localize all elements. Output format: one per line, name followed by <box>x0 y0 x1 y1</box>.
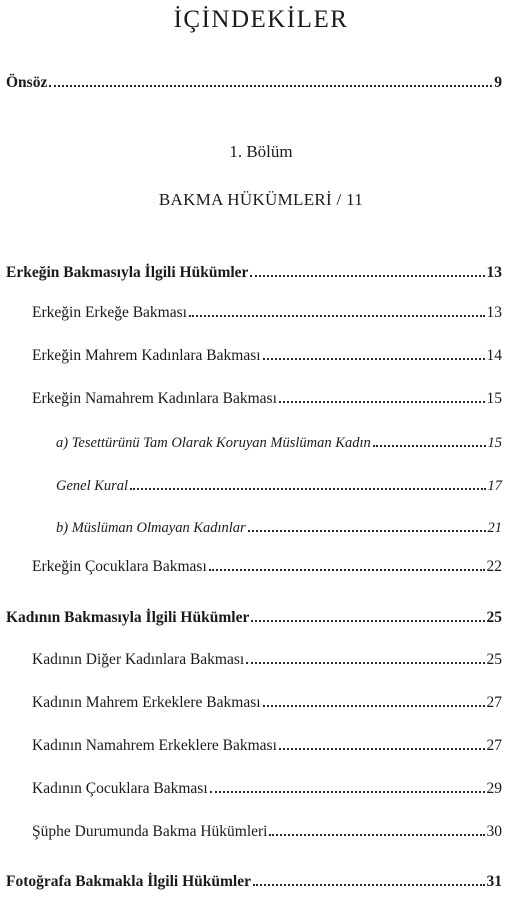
toc-entry-label: Erkeğin Bakmasıyla İlgili Hükümler <box>6 264 249 281</box>
dot-leader <box>373 445 486 447</box>
toc-entry-label: Erkeğin Çocuklara Bakması <box>32 558 207 575</box>
toc-entry-woman-to-mahrem-men[interactable] <box>0 688 522 712</box>
dot-leader <box>250 275 484 277</box>
toc-page-number: 21 <box>487 520 502 536</box>
toc-entry-man-to-man[interactable] <box>0 298 522 322</box>
section-number: 1. Bölüm <box>229 142 293 161</box>
dot-leader <box>49 85 492 87</box>
dot-leader <box>253 884 485 886</box>
toc-entry-label: Erkeğin Erkeğe Bakması <box>32 304 187 321</box>
toc-entry-men-looking[interactable] <box>0 258 522 282</box>
dot-leader <box>189 315 485 317</box>
toc-entry-label: Kadının Bakmasıyla İlgili Hükümler <box>6 609 250 626</box>
toc-entry-man-to-children[interactable] <box>0 552 522 576</box>
toc-entry-label: a) Tesettürünü Tam Olarak Koruyan Müslüman Kadın <box>56 435 371 451</box>
toc-entry-women-looking[interactable] <box>0 603 522 627</box>
toc-entry-label: Önsöz <box>6 74 48 91</box>
toc-entry-label: Şüphe Durumunda Bakma Hükümleri <box>32 823 268 840</box>
dot-leader <box>269 834 484 836</box>
dot-leader <box>130 488 485 490</box>
toc-entry-label: Kadının Namahrem Erkeklere Bakması <box>32 737 277 754</box>
toc-entry-photographs[interactable] <box>0 867 522 891</box>
toc-page-number: 25 <box>486 651 502 668</box>
dot-leader <box>251 620 484 622</box>
toc-page-number: 15 <box>487 435 502 451</box>
toc-page-number: 31 <box>486 873 502 890</box>
toc-page-number: 29 <box>486 780 502 797</box>
toc-page-number: 17 <box>487 478 502 494</box>
toc-entry-preface[interactable] <box>0 68 522 92</box>
toc-page-number: 30 <box>486 823 502 840</box>
toc-page-number: 25 <box>486 609 502 626</box>
toc-entry-doubt-cases[interactable] <box>0 817 522 841</box>
toc-entry-non-muslim-women[interactable] <box>0 513 522 537</box>
toc-entry-man-to-namahrem-women[interactable] <box>0 384 522 408</box>
toc-entry-label: b) Müslüman Olmayan Kadınlar <box>56 520 246 536</box>
dot-leader <box>263 705 485 707</box>
toc-entry-label: Kadının Çocuklara Bakması <box>32 780 208 797</box>
page-title: İÇİNDEKİLER <box>173 6 349 33</box>
dot-leader <box>246 662 484 664</box>
toc-entry-label: Genel Kural <box>56 478 129 494</box>
toc-page-number: 9 <box>494 74 502 91</box>
toc-entry-woman-to-women[interactable] <box>0 645 522 669</box>
dot-leader <box>210 791 485 793</box>
toc-entry-covered-muslim-woman[interactable] <box>0 428 522 452</box>
toc-page-number: 27 <box>486 737 502 754</box>
section-title: BAKMA HÜKÜMLERİ / 11 <box>158 190 364 209</box>
toc-entry-label: Kadının Mahrem Erkeklere Bakması <box>32 694 261 711</box>
toc-entry-man-to-mahrem-women[interactable] <box>0 341 522 365</box>
toc-page-number: 13 <box>486 264 502 281</box>
dot-leader <box>279 401 485 403</box>
toc-page-number: 13 <box>486 304 502 321</box>
toc-entry-general-rule[interactable] <box>0 471 522 495</box>
toc-page-number: 27 <box>486 694 502 711</box>
toc-entry-woman-to-children[interactable] <box>0 774 522 798</box>
dot-leader <box>248 530 486 532</box>
dot-leader <box>209 569 485 571</box>
toc-entry-label: Kadının Diğer Kadınlara Bakması <box>32 651 245 668</box>
toc-entry-label: Erkeğin Mahrem Kadınlara Bakması <box>32 347 261 364</box>
toc-entry-label: Fotoğrafa Bakmakla İlgili Hükümler <box>6 873 251 890</box>
toc-page-number: 14 <box>486 347 502 364</box>
toc-entry-woman-to-namahrem-men[interactable] <box>0 731 522 755</box>
dot-leader <box>263 358 485 360</box>
toc-page-number: 15 <box>486 390 502 407</box>
toc-entry-label: Erkeğin Namahrem Kadınlara Bakması <box>32 390 277 407</box>
toc-page-number: 22 <box>486 558 502 575</box>
dot-leader <box>279 748 485 750</box>
